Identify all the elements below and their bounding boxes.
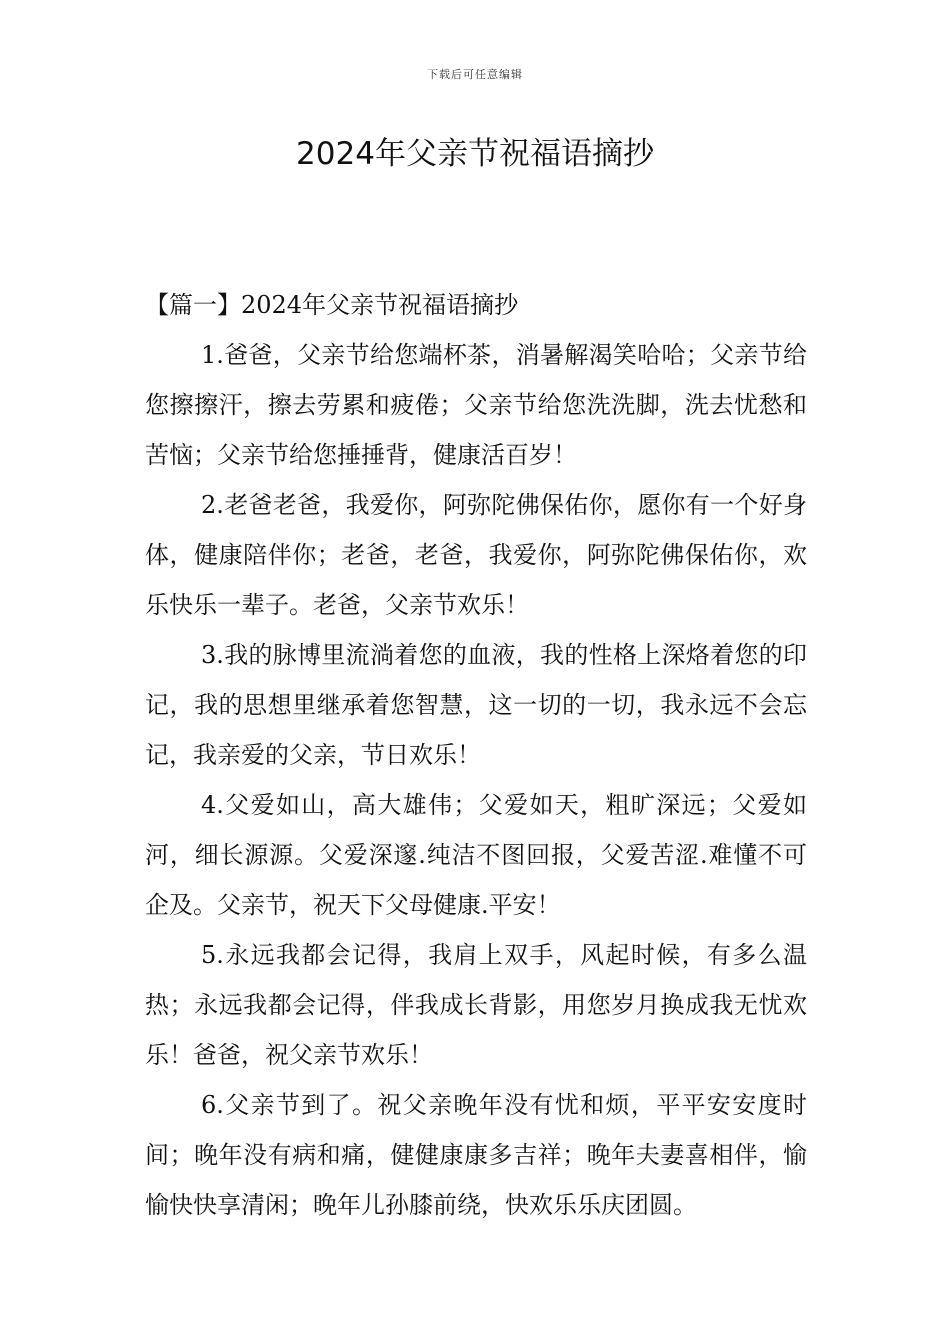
paragraph-1: 1.爸爸，父亲节给您端杯茶，消暑解渴笑哈哈；父亲节给您擦擦汗，擦去劳累和疲倦；父亲节给您洗洗脚，洗去忧愁和苦恼；父亲节给您捶捶背，健康活百岁！ (145, 341, 807, 469)
paragraph-4: 4.父爱如山，高大雄伟；父爱如天，粗旷深远；父爱如河，细长源源。父爱深邃.纯洁不图回报，父爱苦涩.难懂不可企及。父亲节，祝天下父母健康.平安！ (145, 791, 807, 919)
paragraph-5: 5.永远我都会记得，我肩上双手，风起时候，有多么温热；永远我都会记得，伴我成长背影，用您岁月换成我无忧欢乐！爸爸，祝父亲节欢乐！ (145, 941, 807, 1069)
paragraph-2: 2.老爸老爸，我爱你，阿弥陀佛保佑你，愿你有一个好身体，健康陪伴你；老爸，老爸，我爱你，阿弥陀佛保佑你，欢乐快乐一辈子。老爸，父亲节欢乐！ (145, 491, 807, 619)
document-title: 2024年父亲节祝福语摘抄 (296, 136, 654, 172)
paragraph-6: 6.父亲节到了。祝父亲晚年没有忧和烦，平平安安度时间；晚年没有病和痛，健健康康多吉祥；晚年夫妻喜相伴，愉愉快快享清闲；晚年儿孙膝前绕，快欢乐乐庆团圆。 (145, 1091, 807, 1219)
paragraph-3: 3.我的脉博里流淌着您的血液，我的性格上深烙着您的印记，我的思想里继承着您智慧，这一切的一切，我永远不会忘记，我亲爱的父亲，节日欢乐！ (145, 641, 807, 769)
header-note: 下载后可任意编辑 (427, 68, 523, 81)
document-body (145, 280, 807, 1230)
section-heading: 【篇一】2024年父亲节祝福语摘抄 (145, 291, 519, 319)
